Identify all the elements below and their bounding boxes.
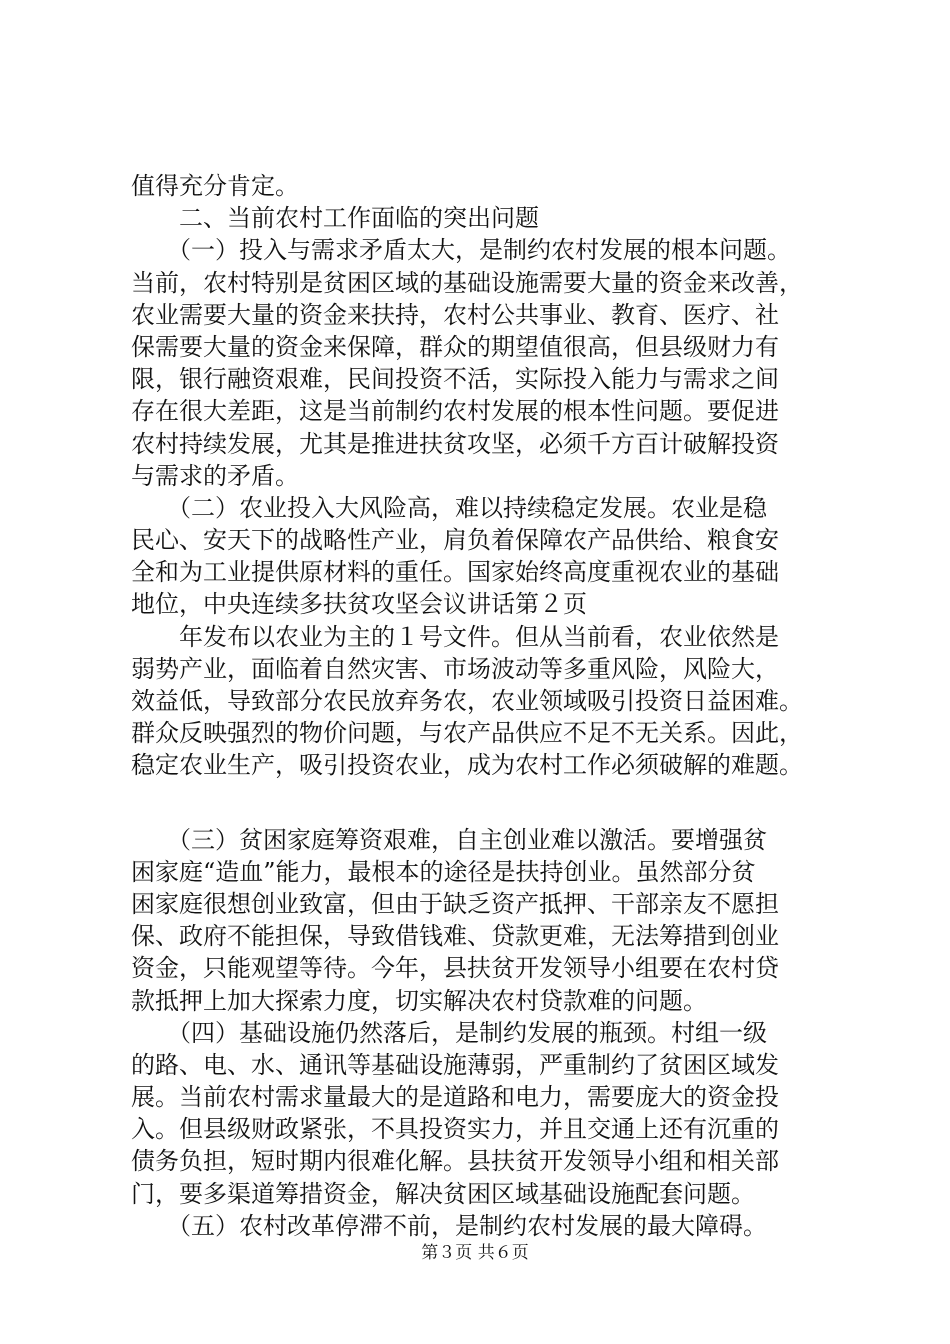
paragraph-p-five <box>131 1210 831 1242</box>
text-line: （五）农村改革停滞不前，是制约农村发展的最大障碍。 <box>131 1211 767 1240</box>
text-line: 保、政府不能担保，导致借钱难、贷款更难，无法筹措到创业 <box>131 922 779 951</box>
paragraph-p-two-cont <box>131 621 831 782</box>
text-line: 门，要多渠道筹措资金，解决贫困区域基础设施配套问题。 <box>131 1179 755 1208</box>
text-line: 困家庭“造血”能力，最根本的途径是扶持创业。虽然部分贫 <box>131 857 756 886</box>
paragraph-p1 <box>131 170 831 202</box>
text-line: 弱势产业，面临着自然灾害、市场波动等多重风险，风险大， <box>131 654 779 683</box>
text-line: 值得充分肯定。 <box>131 172 299 200</box>
text-line: 群众反映强烈的物价问题，与农产品供应不足不无关系。因此， <box>131 719 803 748</box>
text-line: 存在很大差距，这是当前制约农村发展的根本性问题。要促进 <box>131 397 779 426</box>
text-line: 全和为工业提供原材料的重任。国家始终高度重视农业的基础 <box>131 558 779 587</box>
text-line: 年发布以农业为主的１号文件。但从当前看，农业依然是 <box>131 622 779 651</box>
paragraph-p-three <box>131 824 831 1017</box>
text-line: （四）基础设施仍然落后，是制约发展的瓶颈。村组一级 <box>131 1018 767 1047</box>
paragraph-p-two <box>131 492 831 621</box>
text-line: 展。当前农村需求量最大的是道路和电力，需要庞大的资金投 <box>131 1083 779 1112</box>
text-line: 的路、电、水、通讯等基础设施薄弱，严重制约了贫困区域发 <box>131 1050 779 1079</box>
text-line: 款抵押上加大探索力度，切实解决农村贷款难的问题。 <box>131 986 707 1015</box>
text-line: 资金，只能观望等待。今年，县扶贫开发领导小组要在农村贷 <box>131 954 779 983</box>
text-line: （二）农业投入大风险高，难以持续稳定发展。农业是稳 <box>131 493 767 522</box>
text-line: 债务负担，短时期内很难化解。县扶贫开发领导小组和相关部 <box>131 1147 779 1176</box>
text-line: 效益低，导致部分农民放弃务农，农业领域吸引投资日益困难。 <box>131 687 803 715</box>
text-line: 稳定农业生产，吸引投资农业，成为农村工作必须破解的难题。 <box>131 751 803 780</box>
paragraph-p-one <box>131 234 831 492</box>
document-body <box>131 170 831 1242</box>
page-footer: 第３页 共６页 <box>421 1243 529 1263</box>
text-line: 限，银行融资艰难，民间投资不活，实际投入能力与需求之间 <box>131 365 779 394</box>
text-line: 民心、安天下的战略性产业，肩负着保障农产品供给、粮食安 <box>131 526 779 555</box>
text-line: 困家庭很想创业致富，但由于缺乏资产抵押、干部亲友不愿担 <box>131 889 779 918</box>
text-line: 当前，农村特别是贫困区域的基础设施需要大量的资金来改善， <box>131 268 803 297</box>
text-line: 与需求的矛盾。 <box>131 461 299 490</box>
text-line: 地位，中央连续多扶贫攻坚会议讲话第２页 <box>131 590 587 619</box>
text-line: （一）投入与需求矛盾太大，是制约农村发展的根本问题。 <box>131 236 791 265</box>
text-line: 二、当前农村工作面临的突出问题 <box>131 204 539 233</box>
text-line: （三）贫困家庭筹资艰难，自主创业难以激活。要增强贫 <box>131 825 767 854</box>
paragraph-p-four <box>131 1017 831 1210</box>
text-line: 农业需要大量的资金来扶持，农村公共事业、教育、医疗、社 <box>131 300 779 329</box>
paragraph-heading2 <box>131 202 831 234</box>
text-line: 保需要大量的资金来保障，群众的期望值很高，但县级财力有 <box>131 332 779 361</box>
paragraph-spacer <box>131 782 831 824</box>
text-line: 入。但县级财政紧张，不具投资实力，并且交通上还有沉重的 <box>131 1115 779 1144</box>
text-line: 农村持续发展，尤其是推进扶贫攻坚，必须千方百计破解投资 <box>131 429 779 458</box>
